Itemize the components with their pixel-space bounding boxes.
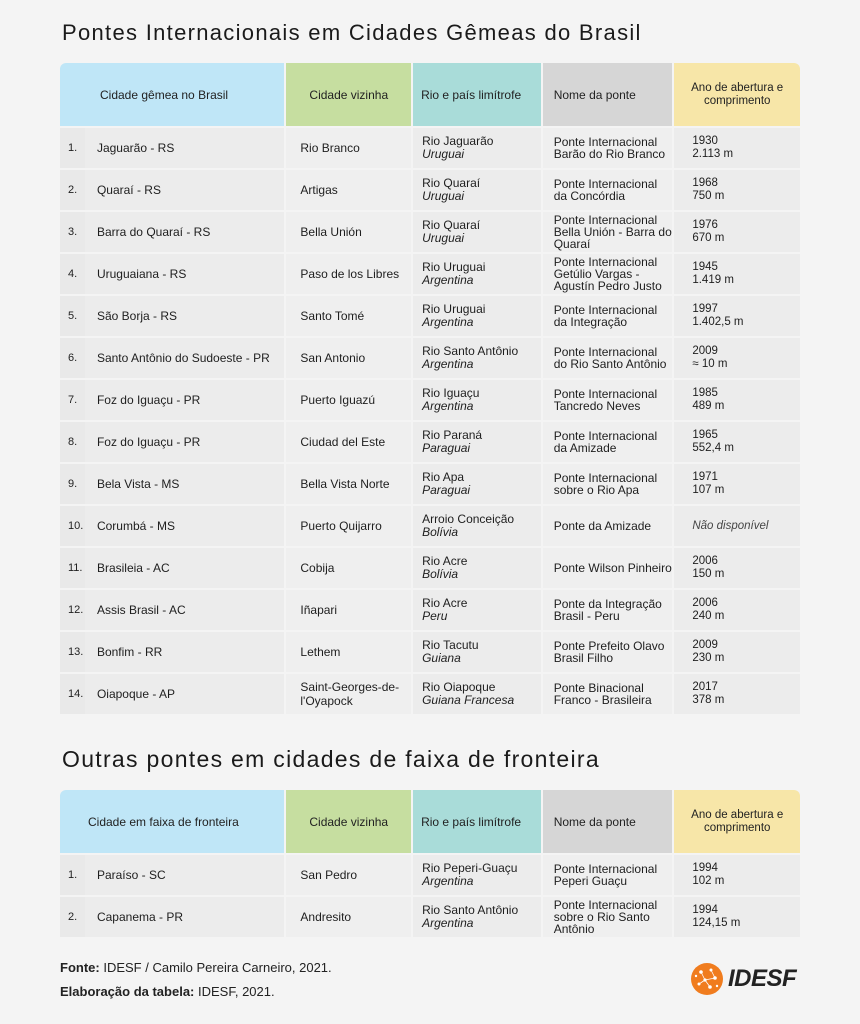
neighbor-cell: Santo Tomé [286,296,411,336]
river-name: Rio Tacutu [422,638,479,652]
table1-title: Pontes Internacionais em Cidades Gêmeas do Brasil [62,20,642,45]
bridge-length: 552,4 m [692,442,734,454]
header-city: Cidade em faixa de fronteira [60,790,284,853]
year-cell [674,548,800,588]
elaboration-label: Elaboração da tabela: [60,984,195,999]
bridge-cell: Ponte Internacional sobre o Rio Santo Antônio [543,897,673,937]
city-cell: Bela Vista - MS [85,464,284,504]
bridge-cell: Ponte Internacional do Rio Santo Antônio [543,338,673,378]
neighbor-cell: Bella Vista Norte [286,464,411,504]
river-cell [413,632,541,672]
bridge-length: 1.402,5 m [692,316,744,328]
row-number: 6. [60,338,85,378]
neighbor-cell: Paso de los Libres [286,254,411,294]
row-number: 12. [60,590,85,630]
year-cell [674,170,800,210]
city-cell: Jaguarão - RS [85,128,284,168]
neighbor-cell: San Pedro [286,855,411,895]
river-name: Rio Acre [422,596,468,610]
river-cell [413,548,541,588]
bridge-length: 750 m [692,190,725,202]
year-cell [674,296,800,336]
city-cell: Foz do Iguaçu - PR [85,380,284,420]
table2-title: Outras pontes em cidades de faixa de fronteira [62,746,600,772]
source-label: Fonte: [60,960,100,975]
bridge-cell: Ponte Internacional Peperi Guaçu [543,855,673,895]
opening-year: 1976 [692,219,718,231]
header-bridge: Nome da ponte [543,790,673,853]
opening-year: 2006 [692,597,718,609]
river-country: Argentina [422,874,474,888]
row-number: 2. [60,170,85,210]
river-cell [413,128,541,168]
row-number: 5. [60,296,85,336]
opening-year: 2009 [692,345,718,357]
row-number: 2. [60,897,85,937]
river-name: Rio Uruguai [422,260,486,274]
table-row [60,632,800,672]
year-cell [674,506,800,546]
river-country: Bolívia [422,567,459,581]
year-cell [674,380,800,420]
table-row [60,254,800,294]
neighbor-cell: Ciudad del Este [286,422,411,462]
year-cell [674,254,800,294]
idesf-logo [690,962,796,996]
bridge-cell: Ponte Internacional da Concórdia [543,170,673,210]
source-note [60,960,332,975]
river-name: Rio Oiapoque [422,680,496,694]
river-country: Argentina [422,273,474,287]
elaboration-value: IDESF, 2021. [194,984,275,999]
river-cell [413,254,541,294]
table-row [60,855,800,895]
bridge-length: 102 m [692,875,725,887]
table-row [60,128,800,168]
row-number: 14. [60,674,85,714]
river-name: Rio Peperi-Guaçu [422,861,518,875]
river-cell [413,212,541,252]
row-number: 4. [60,254,85,294]
bridge-cell: Ponte Internacional Bella Unión - Barra do Quaraí [543,212,673,252]
bridge-length: 107 m [692,484,725,496]
river-name: Rio Paraná [422,428,483,442]
not-available: Não disponível [692,519,769,532]
city-cell: Corumbá - MS [85,506,284,546]
row-number: 7. [60,380,85,420]
table1 [60,63,800,714]
bridge-cell: Ponte Internacional da Integração [543,296,673,336]
city-cell: Paraíso - SC [85,855,284,895]
logo-text: IDESF [728,965,797,992]
river-cell [413,170,541,210]
bridge-cell: Ponte Prefeito Olavo Brasil Filho [543,632,673,672]
year-cell [674,338,800,378]
city-cell: Brasileia - AC [85,548,284,588]
table1-header-row [60,63,800,126]
globe-logo-icon [690,962,724,996]
city-cell: Foz do Iguaçu - PR [85,422,284,462]
row-number: 8. [60,422,85,462]
river-cell [413,464,541,504]
city-cell: Barra do Quaraí - RS [85,212,284,252]
header-bridge: Nome da ponte [543,63,673,126]
neighbor-cell: Andresito [286,897,411,937]
table2-header-row [60,790,800,853]
source-value: IDESF / Camilo Pereira Carneiro, 2021. [99,960,332,975]
river-cell [413,296,541,336]
year-cell [674,128,800,168]
year-cell [674,632,800,672]
river-country: Uruguai [422,189,465,203]
city-cell: Santo Antônio do Sudoeste - PR [85,338,284,378]
table-row [60,212,800,252]
row-number: 1. [60,128,85,168]
bridge-length: ≈ 10 m [692,358,728,370]
opening-year: 1965 [692,429,718,441]
bridge-length: 489 m [692,400,725,412]
bridge-cell: Ponte Binacional Franco - Brasileira [543,674,673,714]
river-name: Rio Apa [422,470,465,484]
river-name: Rio Jaguarão [422,134,494,148]
header-city: Cidade gêmea no Brasil [60,63,284,126]
bridge-cell: Ponte Internacional Tancredo Neves [543,380,673,420]
row-number: 10. [60,506,85,546]
year-cell [674,212,800,252]
table-row [60,590,800,630]
row-number: 13. [60,632,85,672]
opening-year: 1971 [692,471,718,483]
opening-year: 2017 [692,681,718,693]
bridge-cell: Ponte Internacional da Amizade [543,422,673,462]
header-river: Rio e país limítrofe [413,63,541,126]
river-country: Argentina [422,315,474,329]
bridge-length: 670 m [692,232,725,244]
header-neighbor: Cidade vizinha [286,63,411,126]
opening-year: 1968 [692,177,718,189]
table2-body [60,855,800,937]
river-name: Rio Iguaçu [422,386,480,400]
river-name: Rio Acre [422,554,468,568]
neighbor-cell: Iñapari [286,590,411,630]
neighbor-cell: Cobija [286,548,411,588]
header-neighbor: Cidade vizinha [286,790,411,853]
elaboration-note [60,984,275,999]
river-name: Rio Santo Antônio [422,903,519,917]
year-cell [674,897,800,937]
table-row [60,170,800,210]
river-cell [413,380,541,420]
river-cell [413,506,541,546]
city-cell: Assis Brasil - AC [85,590,284,630]
city-cell: Bonfim - RR [85,632,284,672]
river-country: Paraguai [422,483,471,497]
table-row [60,380,800,420]
bridge-length: 240 m [692,610,725,622]
river-name: Rio Quaraí [422,218,481,232]
bridge-cell: Ponte da Amizade [543,506,673,546]
table-row [60,338,800,378]
row-number: 11. [60,548,85,588]
city-cell: São Borja - RS [85,296,284,336]
river-country: Paraguai [422,441,471,455]
bridge-cell: Ponte Wilson Pinheiro [543,548,673,588]
city-cell: Uruguaiana - RS [85,254,284,294]
table-row [60,548,800,588]
opening-year: 2006 [692,555,718,567]
opening-year: 2009 [692,639,718,651]
bridge-length: 1.419 m [692,274,734,286]
river-country: Bolívia [422,525,459,539]
neighbor-cell: Bella Unión [286,212,411,252]
river-name: Rio Santo Antônio [422,344,519,358]
river-cell [413,897,541,937]
bridge-cell: Ponte da Integração Brasil - Peru [543,590,673,630]
table-row [60,897,800,937]
river-country: Uruguai [422,231,465,245]
river-cell [413,590,541,630]
city-cell: Capanema - PR [85,897,284,937]
river-country: Argentina [422,399,474,413]
city-cell: Quaraí - RS [85,170,284,210]
river-country: Uruguai [422,147,465,161]
year-cell [674,855,800,895]
river-cell [413,338,541,378]
row-number: 3. [60,212,85,252]
river-country: Guiana [422,651,461,665]
table-row [60,506,800,546]
neighbor-cell: Artigas [286,170,411,210]
opening-year: 1994 [692,904,718,916]
opening-year: 1930 [692,135,718,147]
row-number: 9. [60,464,85,504]
neighbor-cell: Lethem [286,632,411,672]
neighbor-cell: San Antonio [286,338,411,378]
table-row [60,422,800,462]
river-name: Arroio Conceição [422,512,515,526]
river-name: Rio Quaraí [422,176,481,190]
river-cell [413,422,541,462]
river-cell [413,855,541,895]
opening-year: 1997 [692,303,718,315]
neighbor-cell: Rio Branco [286,128,411,168]
opening-year: 1945 [692,261,718,273]
river-country: Guiana Francesa [422,693,515,707]
river-cell [413,674,541,714]
bridge-cell: Ponte Internacional Barão do Rio Branco [543,128,673,168]
header-year: Ano de abertura e comprimento [674,790,800,853]
bridge-cell: Ponte Internacional Getúlio Vargas - Agustín Pedro Justo [543,254,673,294]
neighbor-cell: Puerto Quijarro [286,506,411,546]
bridge-length: 2.113 m [692,148,734,160]
river-country: Argentina [422,357,474,371]
table-row [60,464,800,504]
table-row [60,674,800,714]
river-country: Peru [422,609,448,623]
year-cell [674,674,800,714]
opening-year: 1985 [692,387,718,399]
year-cell [674,422,800,462]
city-cell: Oiapoque - AP [85,674,284,714]
header-river: Rio e país limítrofe [413,790,541,853]
bridge-length: 230 m [692,652,725,664]
table1-body [60,128,800,714]
bridge-length: 150 m [692,568,725,580]
opening-year: 1994 [692,862,718,874]
table2 [60,790,800,937]
year-cell [674,464,800,504]
year-cell [674,590,800,630]
river-name: Rio Uruguai [422,302,486,316]
neighbor-cell: Puerto Iguazú [286,380,411,420]
neighbor-cell: Saint-Georges-de-l'Oyapock [286,674,411,714]
bridge-length: 378 m [692,694,725,706]
bridge-length: 124,15 m [692,917,741,929]
row-number: 1. [60,855,85,895]
table-row [60,296,800,336]
bridge-cell: Ponte Internacional sobre o Rio Apa [543,464,673,504]
river-country: Argentina [422,916,474,930]
header-year: Ano de abertura e comprimento [674,63,800,126]
